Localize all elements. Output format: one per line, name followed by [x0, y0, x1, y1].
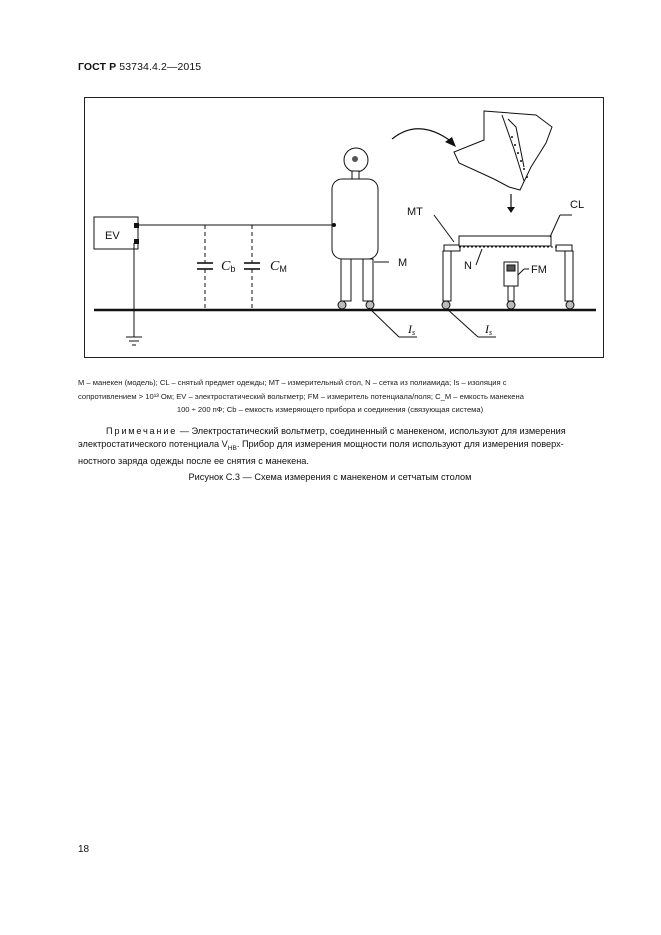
- capacitor-cb: [197, 225, 213, 310]
- cl-label: CL: [570, 199, 585, 211]
- legend-line-3: 100 ÷ 200 пФ; Cb – емкость измеряющего прибора и соединения (связующая система): [176, 405, 484, 414]
- figure-note: [78, 425, 582, 469]
- mt-label: MT: [407, 206, 423, 218]
- cb-label: Cb: [221, 259, 236, 274]
- note-text-2b: . Прибор для измерения мощности поля используют для измерения поверх-: [236, 439, 564, 450]
- fm-label: FM: [531, 264, 547, 276]
- is1-label: Is: [408, 322, 416, 337]
- garment-cl: [454, 111, 552, 190]
- field-meter-fm: [504, 262, 518, 309]
- cm-label: CM: [270, 259, 287, 274]
- m-label: M: [398, 257, 408, 269]
- legend-line-2: сопротивлением > 10¹³ Ом; EV – электростатический вольтметр; FM – измеритель потенциала/поля; C_M – емкость манекена: [78, 391, 524, 401]
- transfer-arrow: [392, 129, 452, 142]
- note-subscript: HB: [227, 445, 237, 453]
- capacitor-cm: [244, 225, 260, 310]
- document-header: [78, 61, 201, 73]
- note-text-2a: электростатического потенциала V: [78, 439, 228, 450]
- n-label: N: [464, 260, 472, 272]
- legend-line-1: M – манекен (модель); CL – снятый предмет одежды; MT – измерительный стол, N – сетка из полиамида; Is – изоляция с: [78, 378, 507, 387]
- ev-label: EV: [105, 230, 120, 242]
- note-text-3: ностного заряда одежды после ее снятия с манекена.: [78, 456, 309, 467]
- standard-number: 53734.4.2—2015: [119, 61, 202, 73]
- mannequin-figure: [332, 148, 378, 309]
- measurement-diagram: [84, 97, 604, 359]
- note-text-1: — Электростатический вольтметр, соединенный с манекеном, используют для измерения: [177, 426, 566, 436]
- figure-caption: Рисунок С.3 — Схема измерения с манекеном и сетчатым столом: [188, 472, 472, 482]
- is2-label: Is: [485, 322, 493, 337]
- note-label: Примечание: [106, 426, 178, 436]
- standard-prefix: ГОСТ Р: [78, 61, 117, 73]
- page-number: 18: [78, 844, 90, 855]
- figure-legend: [78, 376, 582, 417]
